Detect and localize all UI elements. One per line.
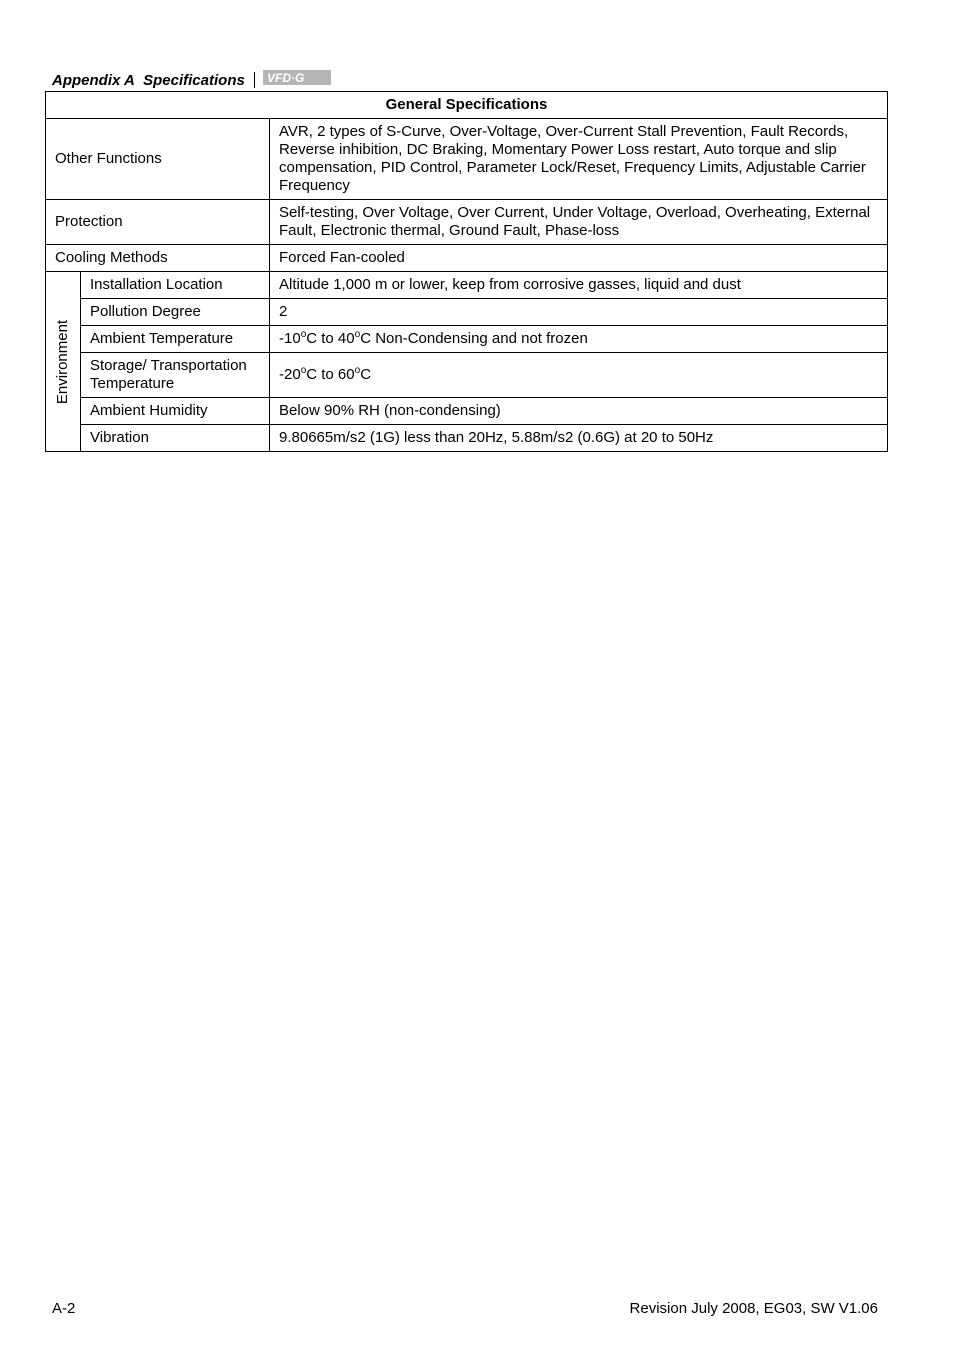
revision-info: Revision July 2008, EG03, SW V1.06 (629, 1300, 878, 1317)
vibration-label: Vibration (81, 425, 270, 452)
page-number: A-2 (52, 1300, 76, 1317)
environment-label: Environment (54, 319, 71, 404)
other-functions-label: Other Functions (46, 119, 270, 200)
environment-group (46, 272, 81, 452)
table-title: General Specifications (46, 92, 888, 119)
ambient-temp-max: C to 40 (306, 330, 355, 347)
humidity-value: Below 90% RH (non-condensing) (270, 398, 888, 425)
table-row (46, 398, 888, 425)
storage-temp-label-line1: Storage/ Transportation (90, 357, 247, 374)
storage-temp-min: -20 (279, 366, 301, 383)
degree-symbol: o (300, 365, 307, 376)
table-row (46, 200, 888, 245)
table-row (46, 353, 888, 398)
vfd-g-logo (263, 70, 331, 85)
pollution-label: Pollution Degree (81, 299, 270, 326)
general-specifications-table (45, 91, 888, 452)
page-header (52, 70, 331, 90)
installation-label: Installation Location (81, 272, 270, 299)
table-row (46, 326, 888, 353)
appendix-label: Appendix A (52, 71, 135, 89)
section-label: Specifications (143, 71, 245, 89)
table-row (46, 299, 888, 326)
table-row (46, 245, 888, 272)
ambient-temp-label: Ambient Temperature (81, 326, 270, 353)
table-row (46, 425, 888, 452)
table-row (46, 119, 888, 200)
ambient-temp-note: C Non-Condensing and not frozen (360, 330, 588, 347)
header-separator (254, 72, 255, 88)
storage-temp-unit: C (360, 366, 372, 383)
degree-symbol: o (354, 365, 361, 376)
protection-label: Protection (46, 200, 270, 245)
ambient-temp-value (270, 326, 888, 353)
degree-symbol: o (354, 329, 361, 340)
storage-temp-value (270, 353, 888, 398)
installation-value: Altitude 1,000 m or lower, keep from corrosive gasses, liquid and dust (270, 272, 888, 299)
other-functions-value: AVR, 2 types of S-Curve, Over-Voltage, Over-Current Stall Prevention, Fault Records, Reverse inhibition, DC Braking, Momentary Power Loss restart, Auto torque and slip compensation, PID Control, Parameter Lock/Reset, Frequency Limits, Adjustable Carrier Frequency (270, 119, 888, 200)
cooling-label: Cooling Methods (46, 245, 270, 272)
table-row (46, 272, 888, 299)
pollution-value: 2 (270, 299, 888, 326)
storage-temp-label (81, 353, 270, 398)
storage-temp-label-line2: Temperature (90, 375, 175, 392)
vibration-value: 9.80665m/s2 (1G) less than 20Hz, 5.88m/s2 (0.6G) at 20 to 50Hz (270, 425, 888, 452)
protection-value: Self-testing, Over Voltage, Over Current, Under Voltage, Overload, Overheating, External Fault, Electronic thermal, Ground Fault, Phase-loss (270, 200, 888, 245)
humidity-label: Ambient Humidity (81, 398, 270, 425)
storage-temp-max: C to 60 (306, 366, 355, 383)
cooling-value: Forced Fan-cooled (270, 245, 888, 272)
ambient-temp-min: -10 (279, 330, 301, 347)
degree-symbol: o (300, 329, 307, 340)
svg-text:VFD·G: VFD·G (266, 70, 305, 85)
